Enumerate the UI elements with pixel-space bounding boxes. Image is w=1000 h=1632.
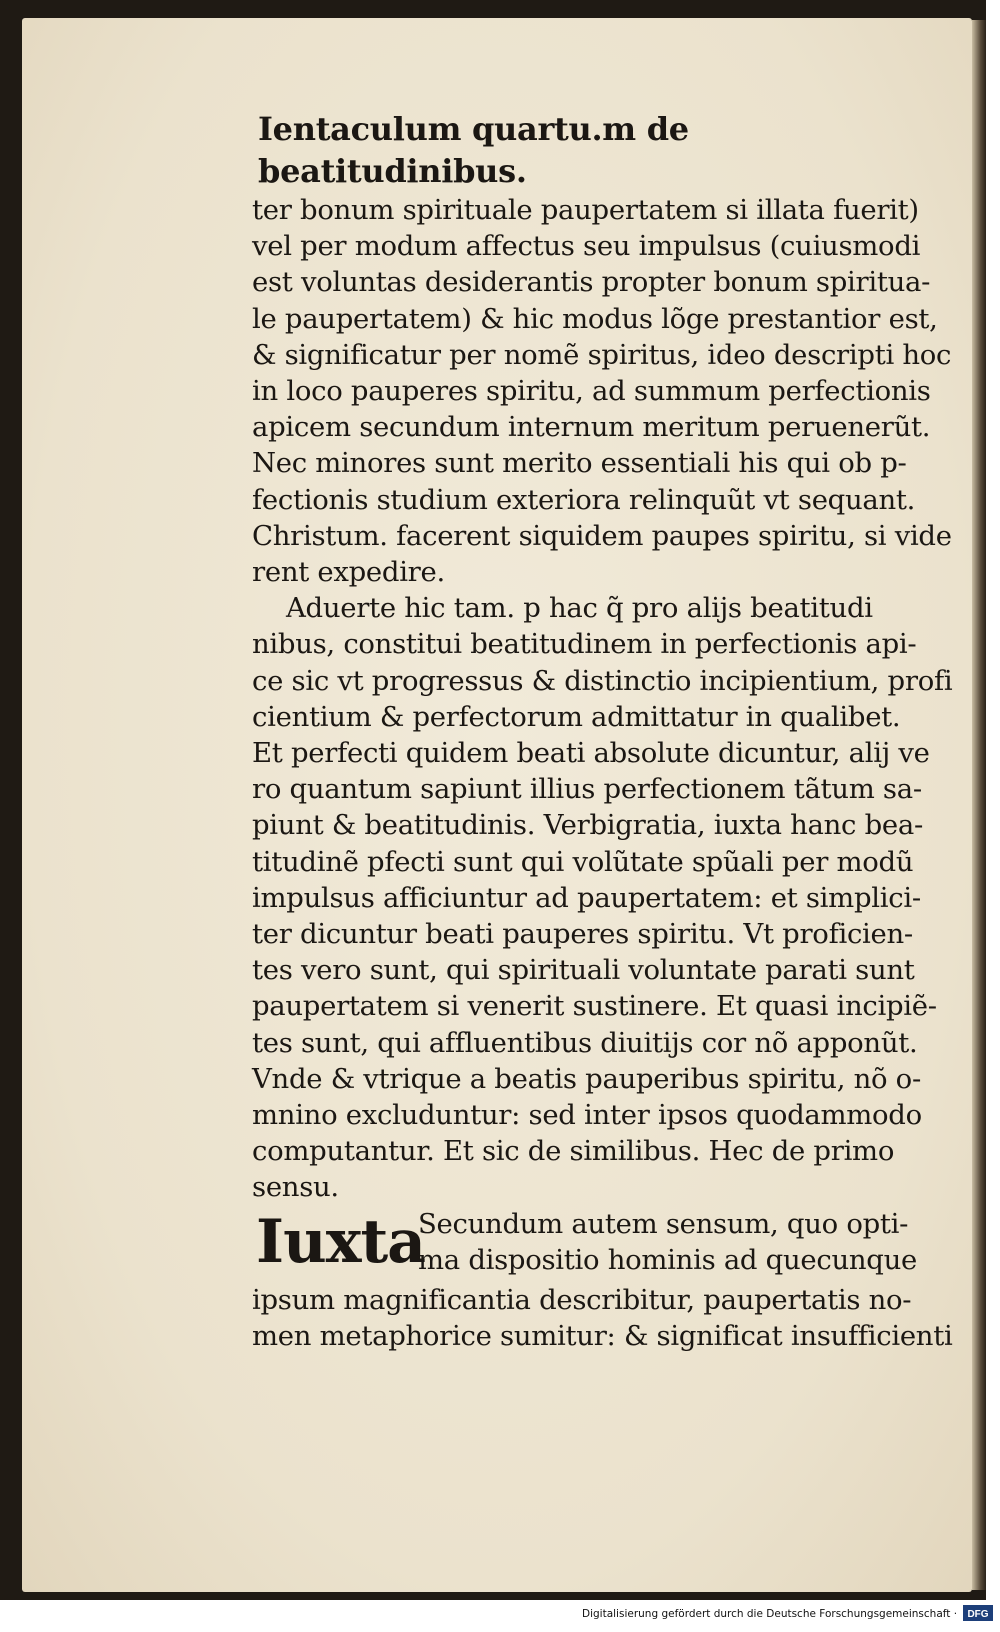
running-header: Ientaculum quartu.m de beatitudinibus.: [258, 110, 689, 190]
paragraph-start-line: Aduerte hic tam. p hac q̃ pro alijs beatitudi: [286, 592, 873, 625]
text-line: vel per modum affectus seu impulsus (cuiusmodi: [252, 230, 921, 263]
text-line: titudinẽ pfecti sunt qui volũtate spũali per modũ: [252, 845, 914, 878]
text-line: ipsum magnificantia describitur, paupertatis no-: [252, 1283, 912, 1316]
dfg-logo-text: DFG: [967, 1609, 989, 1620]
text-line: Nec minores sunt merito essentiali his qui ob p-: [252, 447, 907, 480]
text-line: tes sunt, qui affluentibus diuitijs cor nõ apponũt.: [252, 1026, 918, 1059]
text-line: nibus, constitui beatitudinem in perfectionis api-: [252, 628, 917, 661]
text-line: sensu.: [252, 1171, 339, 1204]
dfg-logo: [963, 1605, 993, 1621]
text-line: est voluntas desiderantis propter bonum spiritua-: [252, 266, 931, 299]
text-line: fectionis studium exteriora relinquũt vt sequant.: [252, 483, 916, 516]
text-line: in loco pauperes spiritu, ad summum perfectionis: [252, 375, 931, 408]
page-text: [252, 108, 962, 1354]
text-line: cientium & perfectorum admittatur in qualibet.: [252, 700, 901, 733]
text-line: paupertatem si venerit sustinere. Et quasi incipiẽ-: [252, 990, 937, 1023]
text-line: ma dispositio hominis ad quecunque: [418, 1243, 917, 1276]
text-line: tes vero sunt, qui spirituali voluntate parati sunt: [252, 954, 915, 987]
text-line: computantur. Et sic de similibus. Hec de primo: [252, 1135, 895, 1168]
text-line: ter bonum spirituale paupertatem si illata fuerit): [252, 194, 919, 226]
text-line: ter dicuntur beati pauperes spiritu. Vt proficien-: [252, 918, 913, 951]
digitization-credit: Digitalisierung gefördert durch die Deutsche Forschungsgemeinschaft ·: [582, 1608, 958, 1620]
text-line: piunt & beatitudinis. Verbigratia, iuxta hanc bea-: [252, 809, 923, 842]
text-line: impulsus afficiuntur ad paupertatem: et simplici-: [252, 881, 921, 914]
text-line: Secundum autem sensum, quo opti-: [418, 1207, 909, 1240]
text-line: mnino excluduntur: sed inter ipsos quodammodo: [252, 1099, 922, 1132]
text-line: le paupertatem) & hic modus lõge prestantior est,: [252, 302, 938, 335]
text-line: apicem secundum internum meritum peruenerũt.: [252, 411, 931, 444]
text-line: men metaphorice sumitur: & significat insufficienti: [252, 1319, 953, 1352]
text-line: Christum. facerent siquidem paupes spiritu, si vide: [252, 519, 952, 552]
text-line: ro quantum sapiunt illius perfectionem tãtum sa-: [252, 773, 922, 806]
text-line: rent expedire.: [252, 556, 445, 589]
text-line: & significatur per nomẽ spiritus, ideo descripti hoc: [252, 338, 952, 371]
text-line: Vnde & vtrique a beatis pauperibus spiritu, nõ o-: [252, 1062, 921, 1095]
decorated-initial-block: [252, 1206, 962, 1282]
text-line: ce sic vt progressus & distinctio incipientium, profi: [252, 664, 953, 697]
page-edge: [972, 20, 986, 1590]
text-line: Et perfecti quidem beati absolute dicuntur, alij ve: [252, 737, 930, 770]
decorated-initial-word: Iuxta: [256, 1206, 426, 1277]
